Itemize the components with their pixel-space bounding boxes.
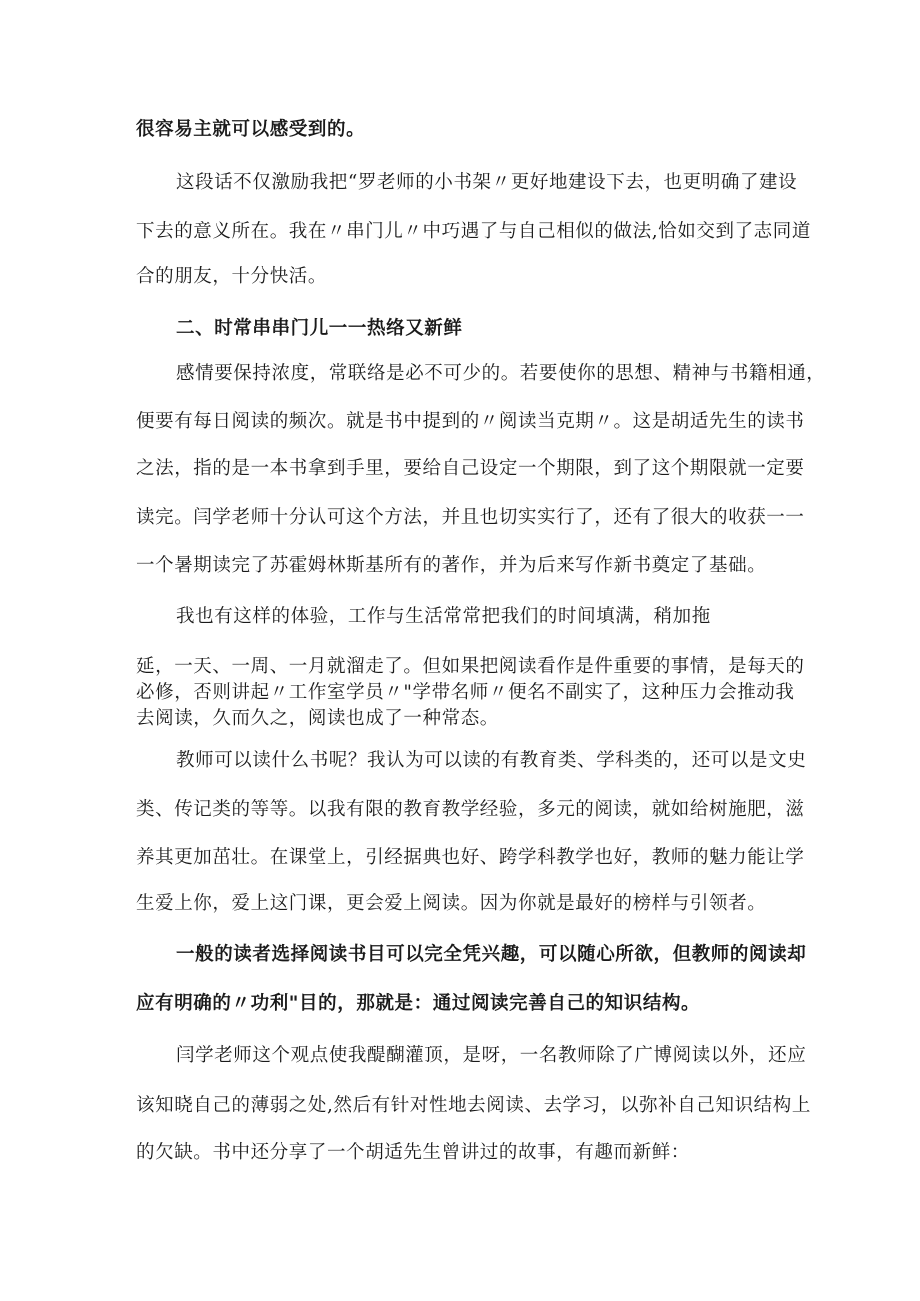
paragraph-line: 延，一天、一周、一月就溜走了。但如果把阅读看作是件重要的事情，是每天的 [136, 656, 805, 677]
paragraph-line: 一个暑期读完了苏霍姆林斯基所有的著作，并为后来写作新书奠定了基础。 [136, 555, 767, 576]
paragraph-line: 闫学老师这个观点使我醍醐灌顶，是呀，一名教师除了广博阅读以外，还应 [176, 1045, 807, 1066]
paragraph-line: 下去的意义所在。我在〃串门儿〃中巧遇了与自己相似的做法,恰如交到了志同道 [136, 221, 811, 242]
paragraph-line: 必修，否则讲起〃工作室学员〃"学带名师〃便名不副实了，这种压力会推动我 [136, 682, 795, 703]
paragraph-line: 读完。闫学老师十分认可这个方法，并且也切实实行了，还有了很大的收获一一 [136, 507, 805, 528]
paragraph-line: 类、传记类的等等。以我有限的教育教学经验，多元的阅读，就如给树施肥，滋 [136, 799, 805, 820]
paragraph-line: 去阅读，久而久之，阅读也成了一种常态。 [136, 708, 499, 729]
paragraph-line: 养其更加茁壮。在课堂上，引经据典也好、跨学科教学也好，教师的魅力能让学 [136, 847, 805, 868]
paragraph-line: 之法，指的是一本书拿到手里，要给自己设定一个期限，到了这个期限就一定要 [136, 458, 805, 479]
paragraph-line: 这段话不仅激励我把“罗老师的小书架〃更好地建设下去，也更明确了建设 [176, 172, 798, 193]
emphasis-line: 应有明确的〃功利"目的，那就是：通过阅读完善自己的知识结构。 [136, 993, 701, 1014]
paragraph-line: 教师可以读什么书呢？我认为可以读的有教育类、学科类的，还可以是文史 [176, 750, 807, 771]
paragraph-line: 我也有这样的体验，工作与生活常常把我们的时间填满，稍加拖 [176, 606, 711, 627]
section-heading: 二、时常串串门儿一一热络又新鲜 [176, 318, 463, 339]
paragraph-line: 感情要保持浓度，常联络是必不可少的。若要使你的思想、精神与书籍相通， [176, 363, 826, 384]
paragraph-line: 该知晓自己的薄弱之处,然后有针对性地去阅读、去学习，以弥补自己知识结构上 [136, 1095, 811, 1116]
paragraph-line: 生爱上你，爱上这门课，更会爱上阅读。因为你就是最好的榜样与引领者。 [136, 893, 767, 914]
paragraph-line: 的欠缺。书中还分享了一个胡适先生曾讲过的故事，有趣而新鲜： [136, 1142, 690, 1163]
paragraph-line: 合的朋友，十分快活。 [136, 266, 328, 287]
paragraph-line: 便要有每日阅读的频次。就是书中提到的〃阅读当克期〃。这是胡适先生的读书 [136, 411, 805, 432]
paragraph-line: 很容易主就可以感受到的。 [136, 119, 366, 140]
emphasis-line: 一般的读者选择阅读书目可以完全凭兴趣，可以随心所欲，但教师的阅读却 [176, 944, 807, 965]
